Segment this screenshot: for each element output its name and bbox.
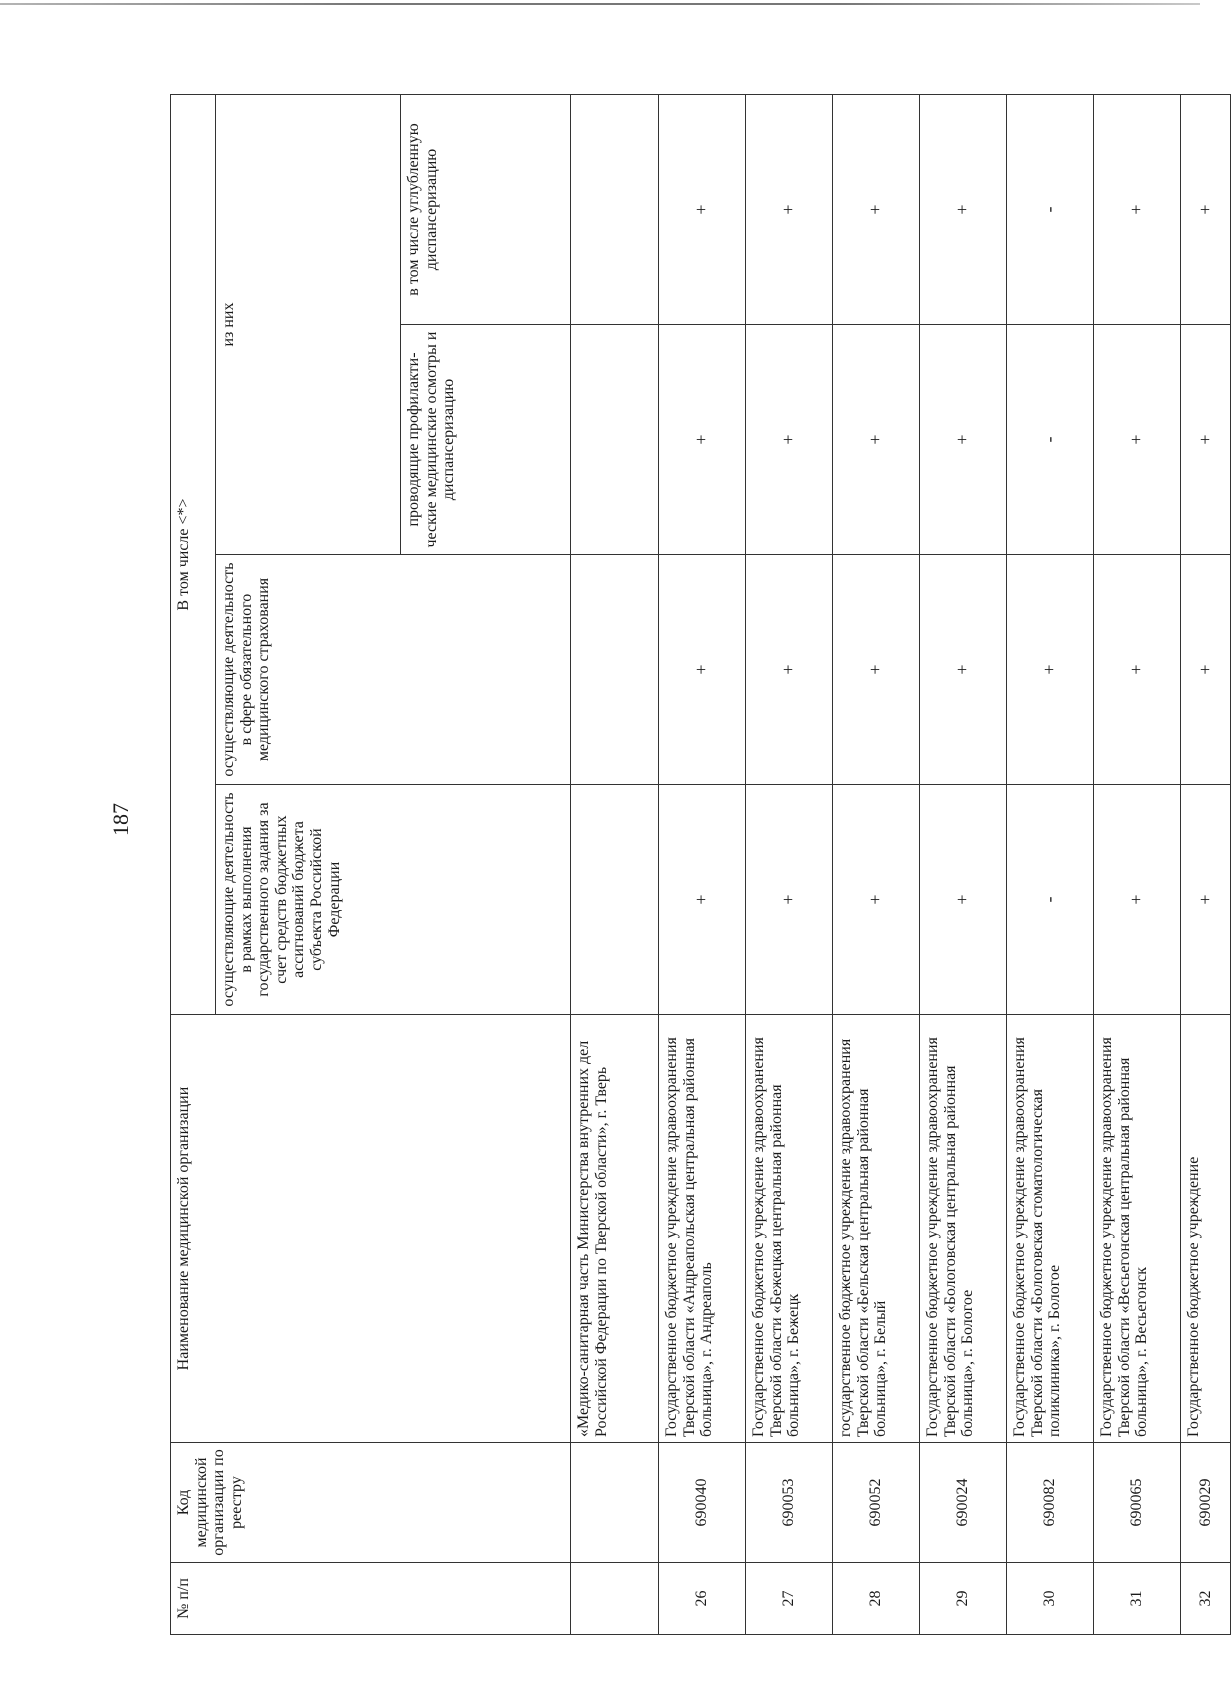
cell-code [571, 1443, 659, 1563]
header-budget: осуществляющие деятельность в рамках выполнения государственного задания за счет средств бюджетных ассигнований бюджета субъекта Российской Федерации [216, 785, 571, 1015]
cell-oms: + [1181, 555, 1231, 785]
header-code: Код медицинской организации по реестру [171, 1443, 571, 1563]
cell-num: 28 [833, 1563, 920, 1635]
cell-oms: + [1007, 555, 1094, 785]
cell-budget [571, 785, 659, 1015]
table-row [746, 95, 833, 1635]
cell-prof: + [1181, 325, 1231, 555]
cell-code: 690082 [1007, 1443, 1094, 1563]
cell-oms: + [833, 555, 920, 785]
cell-prof: + [659, 325, 746, 555]
table-row [920, 95, 1007, 1635]
header-oms: осуществляющие деятельность в сфере обязательного медицинского страхования [216, 555, 571, 785]
cell-num: 26 [659, 1563, 746, 1635]
cell-oms: + [659, 555, 746, 785]
header-name: Наименование медицинской организации [171, 1015, 571, 1443]
header-group: В том числе <*> [171, 95, 216, 1015]
page-number: 187 [108, 803, 133, 836]
cell-prof: + [833, 325, 920, 555]
cell-budget: + [833, 785, 920, 1015]
cell-deep: - [1007, 95, 1094, 325]
cell-code: 690065 [1094, 1443, 1181, 1563]
cell-deep: + [746, 95, 833, 325]
cell-prof: + [1094, 325, 1181, 555]
cell-budget: + [659, 785, 746, 1015]
cell-deep: + [1181, 95, 1231, 325]
cell-name: Государственное бюджетное учреждение здравоохранения Тверской области «Андреапольская центральная районная больница», г. Андреаполь [659, 1015, 746, 1443]
cell-num: 31 [1094, 1563, 1181, 1635]
cell-name: Государственное бюджетное учреждение [1181, 1015, 1231, 1443]
cell-num: 32 [1181, 1563, 1231, 1635]
cell-deep: + [920, 95, 1007, 325]
cell-num: 30 [1007, 1563, 1094, 1635]
rotated-table-container [170, 95, 1215, 1635]
cell-name: Государственное бюджетное учреждение здравоохранения Тверской области «Бологовская стоматологическая поликлиника», г. Бологое [1007, 1015, 1094, 1443]
cell-budget: + [1181, 785, 1231, 1015]
cell-num: 27 [746, 1563, 833, 1635]
cell-deep: + [1094, 95, 1181, 325]
cell-oms: + [746, 555, 833, 785]
table-row [1181, 95, 1231, 1635]
cell-name: «Медико-санитарная часть Министерства внутренних дел Российской Федерации по Тверской области», г. Тверь [571, 1015, 659, 1443]
cell-budget: + [746, 785, 833, 1015]
cell-prof: - [1007, 325, 1094, 555]
cell-name: Государственное бюджетное учреждение здравоохранения Тверской области «Весьегонская центральная районная больница», г. Весьегонск [1094, 1015, 1181, 1443]
cell-code: 690053 [746, 1443, 833, 1563]
table-row [571, 95, 659, 1635]
cell-code: 690040 [659, 1443, 746, 1563]
cell-deep: + [833, 95, 920, 325]
cell-prof: + [920, 325, 1007, 555]
cell-prof: + [746, 325, 833, 555]
cell-code: 690024 [920, 1443, 1007, 1563]
cell-budget: - [1007, 785, 1094, 1015]
cell-name: государственное бюджетное учреждение здравоохранения Тверской области «Бельская центральная районная больница», г. Белый [833, 1015, 920, 1443]
header-prof: проводящие профилакти-ческие медицинские осмотры и диспансеризацию [401, 325, 571, 555]
header-of-them: из них [216, 95, 401, 555]
table-row [833, 95, 920, 1635]
table-row [1007, 95, 1094, 1635]
cell-oms: + [920, 555, 1007, 785]
cell-oms [571, 555, 659, 785]
cell-name: Государственное бюджетное учреждение здравоохранения Тверской области «Бежецкая центральная районная больница», г. Бежецк [746, 1015, 833, 1443]
cell-budget: + [1094, 785, 1181, 1015]
cell-num: 29 [920, 1563, 1007, 1635]
cell-num [571, 1563, 659, 1635]
table-row [659, 95, 746, 1635]
scan-edge-line [0, 3, 1200, 5]
cell-deep: + [659, 95, 746, 325]
medical-organizations-table [170, 94, 1231, 1635]
cell-name: Государственное бюджетное учреждение здравоохранения Тверской области «Бологовская центральная районная больница», г. Бологое [920, 1015, 1007, 1443]
header-num: № п/п [171, 1563, 571, 1635]
cell-deep [571, 95, 659, 325]
cell-budget: + [920, 785, 1007, 1015]
header-deep: в том числе углубленную диспансеризацию [401, 95, 571, 325]
table-row [1094, 95, 1181, 1635]
cell-code: 690029 [1181, 1443, 1231, 1563]
cell-oms: + [1094, 555, 1181, 785]
cell-code: 690052 [833, 1443, 920, 1563]
cell-prof [571, 325, 659, 555]
